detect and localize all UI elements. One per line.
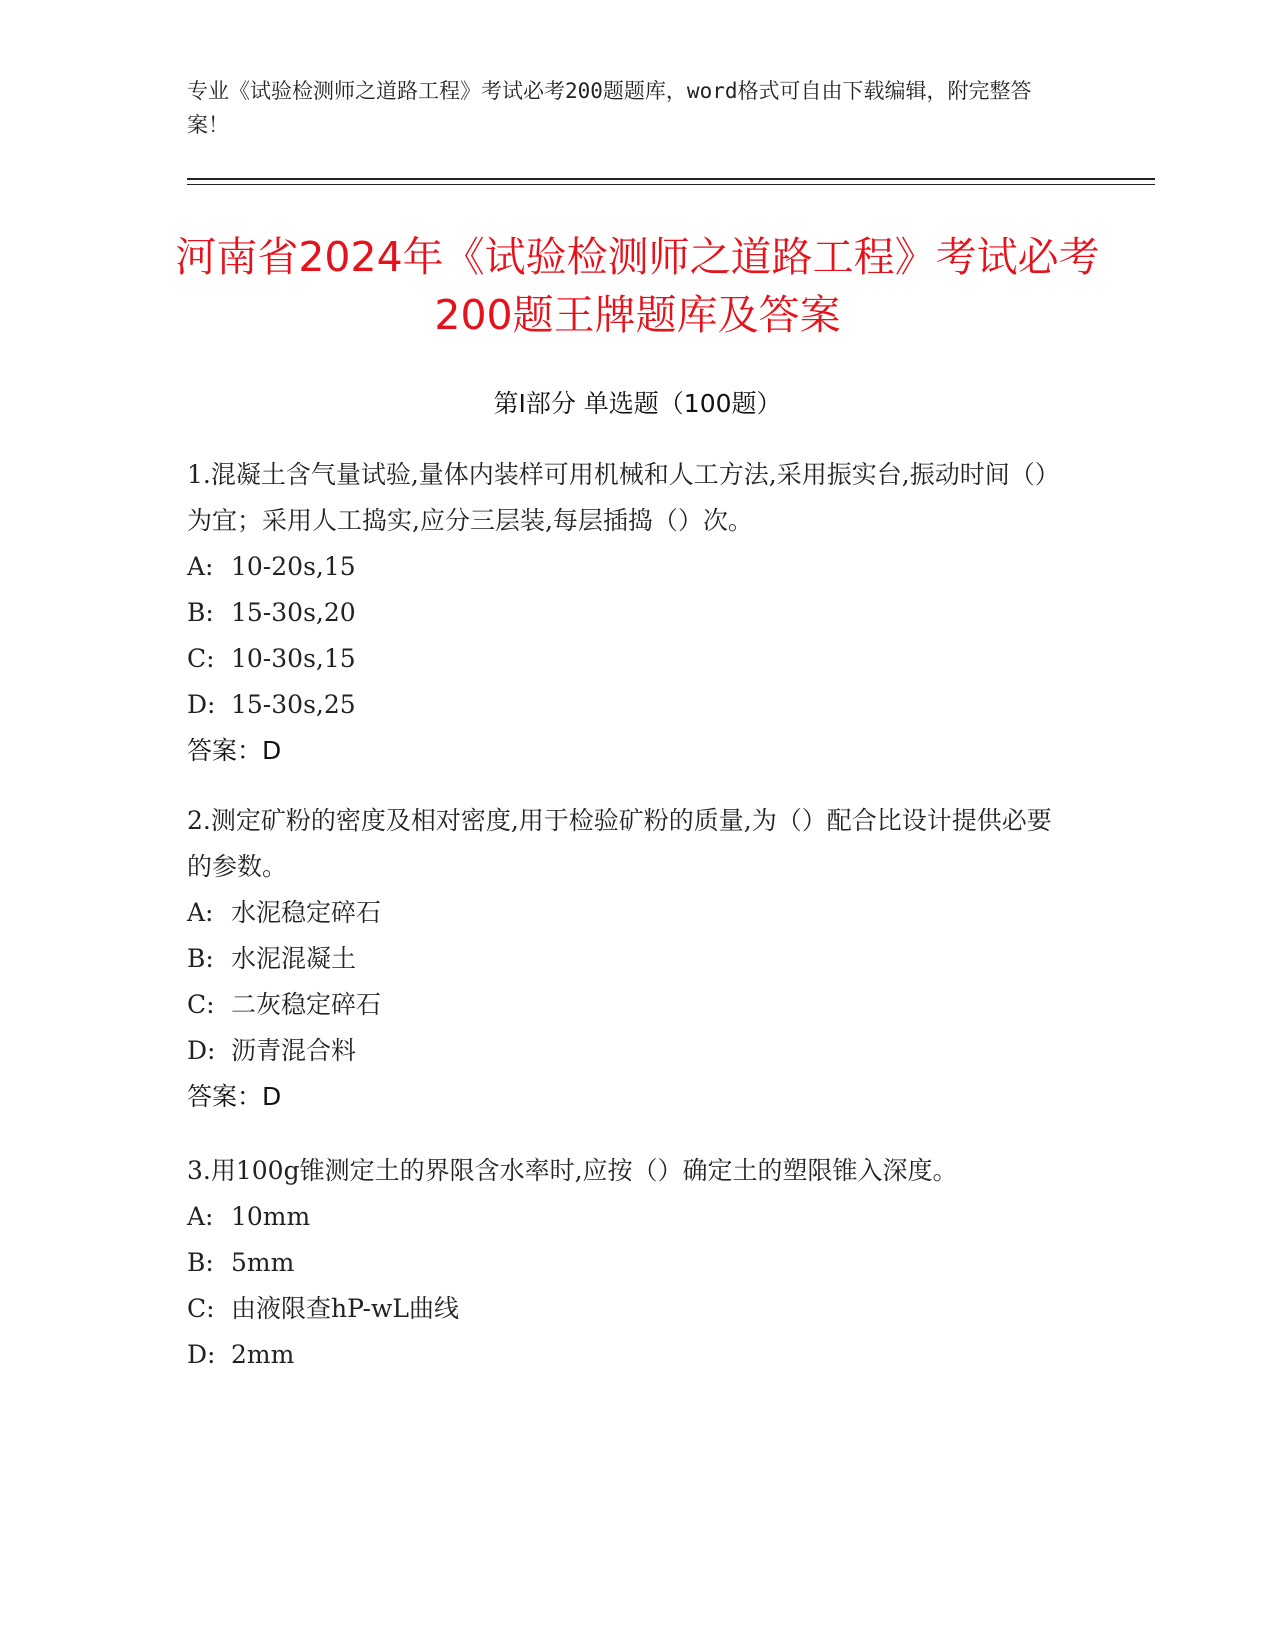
option-text: 10-20s,15 (231, 552, 356, 581)
question-text: 2.测定矿粉的密度及相对密度,用于检验矿粉的质量,为（）配合比设计提供必要的参数。 (187, 806, 1052, 881)
answer-value: D (262, 736, 282, 765)
answer-label: 答案： (187, 1082, 263, 1111)
option-c (187, 636, 1067, 682)
option-text: 10-30s,15 (231, 644, 356, 673)
option-c (187, 1286, 1067, 1332)
option-a (187, 890, 1067, 936)
option-key: B: (187, 1248, 214, 1277)
option-d (187, 1028, 1067, 1074)
question-1 (187, 452, 1067, 774)
option-b (187, 1240, 1067, 1286)
section-title: 第Ⅰ部分 单选题（100题） (493, 389, 782, 418)
option-text: 5mm (231, 1248, 295, 1277)
option-text: 水泥稳定碎石 (231, 898, 382, 927)
option-key: D: (187, 1340, 216, 1369)
question-text: 1.混凝土含气量试验,量体内装样可用机械和人工方法,采用振实台,振动时间（）为宜；采用人工捣实,应分三层装,每层插捣（）次。 (187, 460, 1060, 535)
question-3 (187, 1148, 1067, 1378)
option-a (187, 544, 1067, 590)
option-b (187, 590, 1067, 636)
option-text: 2mm (231, 1340, 295, 1369)
option-text: 二灰稳定碎石 (231, 990, 382, 1019)
option-text: 沥青混合料 (231, 1036, 357, 1065)
answer-line (187, 728, 1067, 774)
option-key: A: (187, 1202, 214, 1231)
header-divider-thin (187, 184, 1155, 185)
option-c (187, 982, 1067, 1028)
question-text: 3.用100g锥测定土的界限含水率时,应按（）确定土的塑限锥入深度。 (187, 1156, 958, 1185)
option-key: D: (187, 690, 216, 719)
answer-value: D (262, 1082, 282, 1111)
document-title: 河南省2024年《试验检测师之道路工程》考试必考200题王牌题库及答案 (175, 233, 1100, 339)
option-key: C: (187, 644, 215, 673)
option-text: 由液限查hP-wL曲线 (231, 1294, 460, 1323)
option-key: A: (187, 552, 214, 581)
option-key: C: (187, 990, 215, 1019)
option-key: B: (187, 944, 214, 973)
option-key: B: (187, 598, 214, 627)
option-a (187, 1194, 1067, 1240)
option-text: 15-30s,25 (231, 690, 356, 719)
option-text: 15-30s,20 (231, 598, 356, 627)
option-text: 10mm (231, 1202, 311, 1231)
option-b (187, 936, 1067, 982)
option-text: 水泥混凝土 (231, 944, 357, 973)
header-note: 专业《试验检测师之道路工程》考试必考200题题库，word格式可自由下载编辑，附完整答案！ (187, 79, 1032, 137)
option-d (187, 1332, 1067, 1378)
option-key: A: (187, 898, 214, 927)
option-d (187, 682, 1067, 728)
header-divider-thick (187, 178, 1155, 180)
option-key: C: (187, 1294, 215, 1323)
answer-line (187, 1074, 1067, 1120)
option-key: D: (187, 1036, 216, 1065)
answer-label: 答案： (187, 736, 263, 765)
question-2 (187, 798, 1067, 1120)
